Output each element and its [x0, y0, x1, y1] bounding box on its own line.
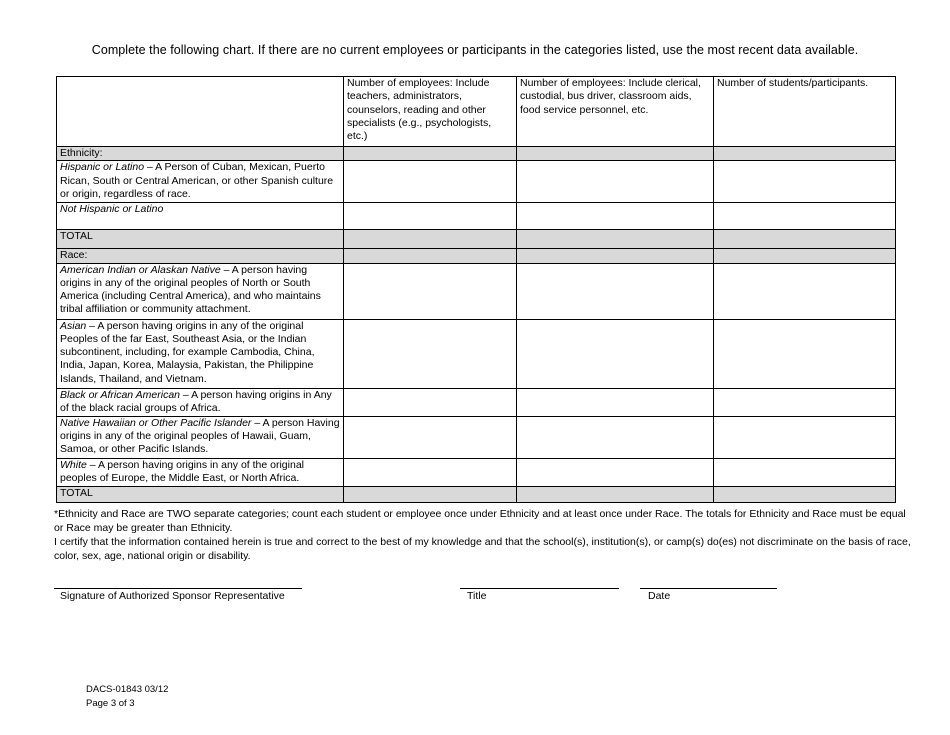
- category-name: Asian: [60, 319, 87, 332]
- support-total-input[interactable]: [517, 486, 714, 502]
- instructional-total-input[interactable]: [344, 486, 517, 502]
- footnote-block: [54, 507, 916, 563]
- student-count-input[interactable]: [714, 161, 896, 203]
- student-count-input[interactable]: [714, 263, 896, 319]
- category-cell: [57, 388, 344, 416]
- shaded-cell: [517, 249, 714, 263]
- shaded-cell: [517, 147, 714, 161]
- shaded-cell: [344, 249, 517, 263]
- shaded-cell: [714, 249, 896, 263]
- instructional-count-input[interactable]: [344, 203, 517, 230]
- ethnicity-total-row: [57, 230, 896, 249]
- student-count-input[interactable]: [714, 319, 896, 388]
- category-description: – A person having origins in any of the original Peoples of the far East, Southeast Asia, or the Indian subcontinent, including, for example Cambodia, China, India, Japan, Korea, Malaysia, Pakistan, the Philippine Islands, Thailand, and Vietnam.: [60, 319, 315, 385]
- ethnicity-race-chart: [56, 76, 896, 503]
- category-name: Black or African American: [60, 388, 181, 401]
- category-cell: [57, 263, 344, 319]
- support-count-input[interactable]: [517, 203, 714, 230]
- support-count-input[interactable]: [517, 263, 714, 319]
- header-support-employees: Number of employees: Include clerical, custodial, bus driver, classroom aids, food service personnel, etc.: [517, 77, 714, 147]
- date-label: Date: [648, 590, 671, 602]
- category-name: Not Hispanic or Latino: [60, 203, 164, 216]
- race-section-label: Race:: [57, 249, 344, 263]
- support-count-input[interactable]: [517, 161, 714, 203]
- signature-line[interactable]: [54, 588, 302, 589]
- category-description: – A person having origins in any of the original peoples of North or South America (including Central America), and who maintains tribal affiliation or community attachment.: [60, 263, 321, 316]
- category-cell: [57, 319, 344, 388]
- support-total-input[interactable]: [517, 230, 714, 249]
- form-code: DACS-01843 03/12: [86, 684, 169, 695]
- category-name: American Indian or Alaskan Native: [60, 263, 221, 276]
- category-description: – A person Having origins in any of the original peoples of Hawaii, Guam, Samoa, or other Pacific Islands.: [60, 416, 340, 456]
- header-instructional-employees: Number of employees: Include teachers, administrators, counselors, reading and other specialists (e.g., psychologists, etc.): [344, 77, 517, 147]
- category-cell: [57, 161, 344, 203]
- table-row: [57, 416, 896, 458]
- support-count-input[interactable]: [517, 319, 714, 388]
- table-row: [57, 458, 896, 486]
- instructions-text: Complete the following chart. If there are no current employees or participants in the categories listed, use the most recent data available.: [91, 43, 859, 57]
- support-count-input[interactable]: [517, 458, 714, 486]
- student-total-input[interactable]: [714, 230, 896, 249]
- header-students-participants: Number of students/participants.: [714, 77, 896, 147]
- race-section-row: [57, 249, 896, 263]
- total-label: TOTAL: [57, 486, 344, 502]
- ethnicity-section-label: Ethnicity:: [57, 147, 344, 161]
- category-cell: [57, 416, 344, 458]
- student-count-input[interactable]: [714, 416, 896, 458]
- instructional-total-input[interactable]: [344, 230, 517, 249]
- page-number: Page 3 of 3: [86, 698, 135, 709]
- category-description: – A person having origins in Any of the black racial groups of Africa.: [60, 388, 332, 414]
- instructional-count-input[interactable]: [344, 388, 517, 416]
- category-name: Hispanic or Latino: [60, 161, 145, 174]
- shaded-cell: [714, 147, 896, 161]
- certification-statement: I certify that the information contained herein is true and correct to the best of my knowledge and that the school(s), institution(s), or camp(s) do(es) not discriminate on the basis of race, color, sex, age, national origin or disability.: [54, 536, 911, 562]
- table-row: [57, 203, 896, 230]
- instructional-count-input[interactable]: [344, 319, 517, 388]
- category-name: Native Hawaiian or Other Pacific Islander: [60, 416, 252, 429]
- table-header-row: [57, 77, 896, 147]
- category-cell: [57, 458, 344, 486]
- date-line[interactable]: [640, 588, 777, 589]
- table-row: [57, 161, 896, 203]
- student-count-input[interactable]: [714, 458, 896, 486]
- category-description: – A person having origins in any of the original peoples of Europe, the Middle East, or North Africa.: [60, 458, 304, 484]
- race-total-row: [57, 486, 896, 502]
- student-total-input[interactable]: [714, 486, 896, 502]
- ethnicity-race-note: *Ethnicity and Race are TWO separate categories; count each student or employee once under Ethnicity and at least once under Race. The totals for Ethnicity and Race must be equal or Race may be greater than Ethnicity.: [54, 508, 906, 534]
- category-name: White: [60, 458, 87, 471]
- total-label: TOTAL: [57, 230, 344, 249]
- category-description: – A Person of Cuban, Mexican, Puerto Rican, South or Central American, or other Spanish culture or origin, regardless of race.: [60, 161, 334, 200]
- title-label: Title: [467, 590, 487, 602]
- instructional-count-input[interactable]: [344, 458, 517, 486]
- signature-label: Signature of Authorized Sponsor Representative: [60, 590, 285, 602]
- category-cell: [57, 203, 344, 230]
- title-line[interactable]: [460, 588, 619, 589]
- shaded-cell: [344, 147, 517, 161]
- support-count-input[interactable]: [517, 416, 714, 458]
- table-row: [57, 319, 896, 388]
- table-row: [57, 388, 896, 416]
- form-footer: [86, 683, 168, 711]
- support-count-input[interactable]: [517, 388, 714, 416]
- ethnicity-section-row: [57, 147, 896, 161]
- student-count-input[interactable]: [714, 203, 896, 230]
- table-row: [57, 263, 896, 319]
- instructional-count-input[interactable]: [344, 263, 517, 319]
- instructional-count-input[interactable]: [344, 416, 517, 458]
- instructional-count-input[interactable]: [344, 161, 517, 203]
- header-corner-cell: [57, 77, 344, 147]
- student-count-input[interactable]: [714, 388, 896, 416]
